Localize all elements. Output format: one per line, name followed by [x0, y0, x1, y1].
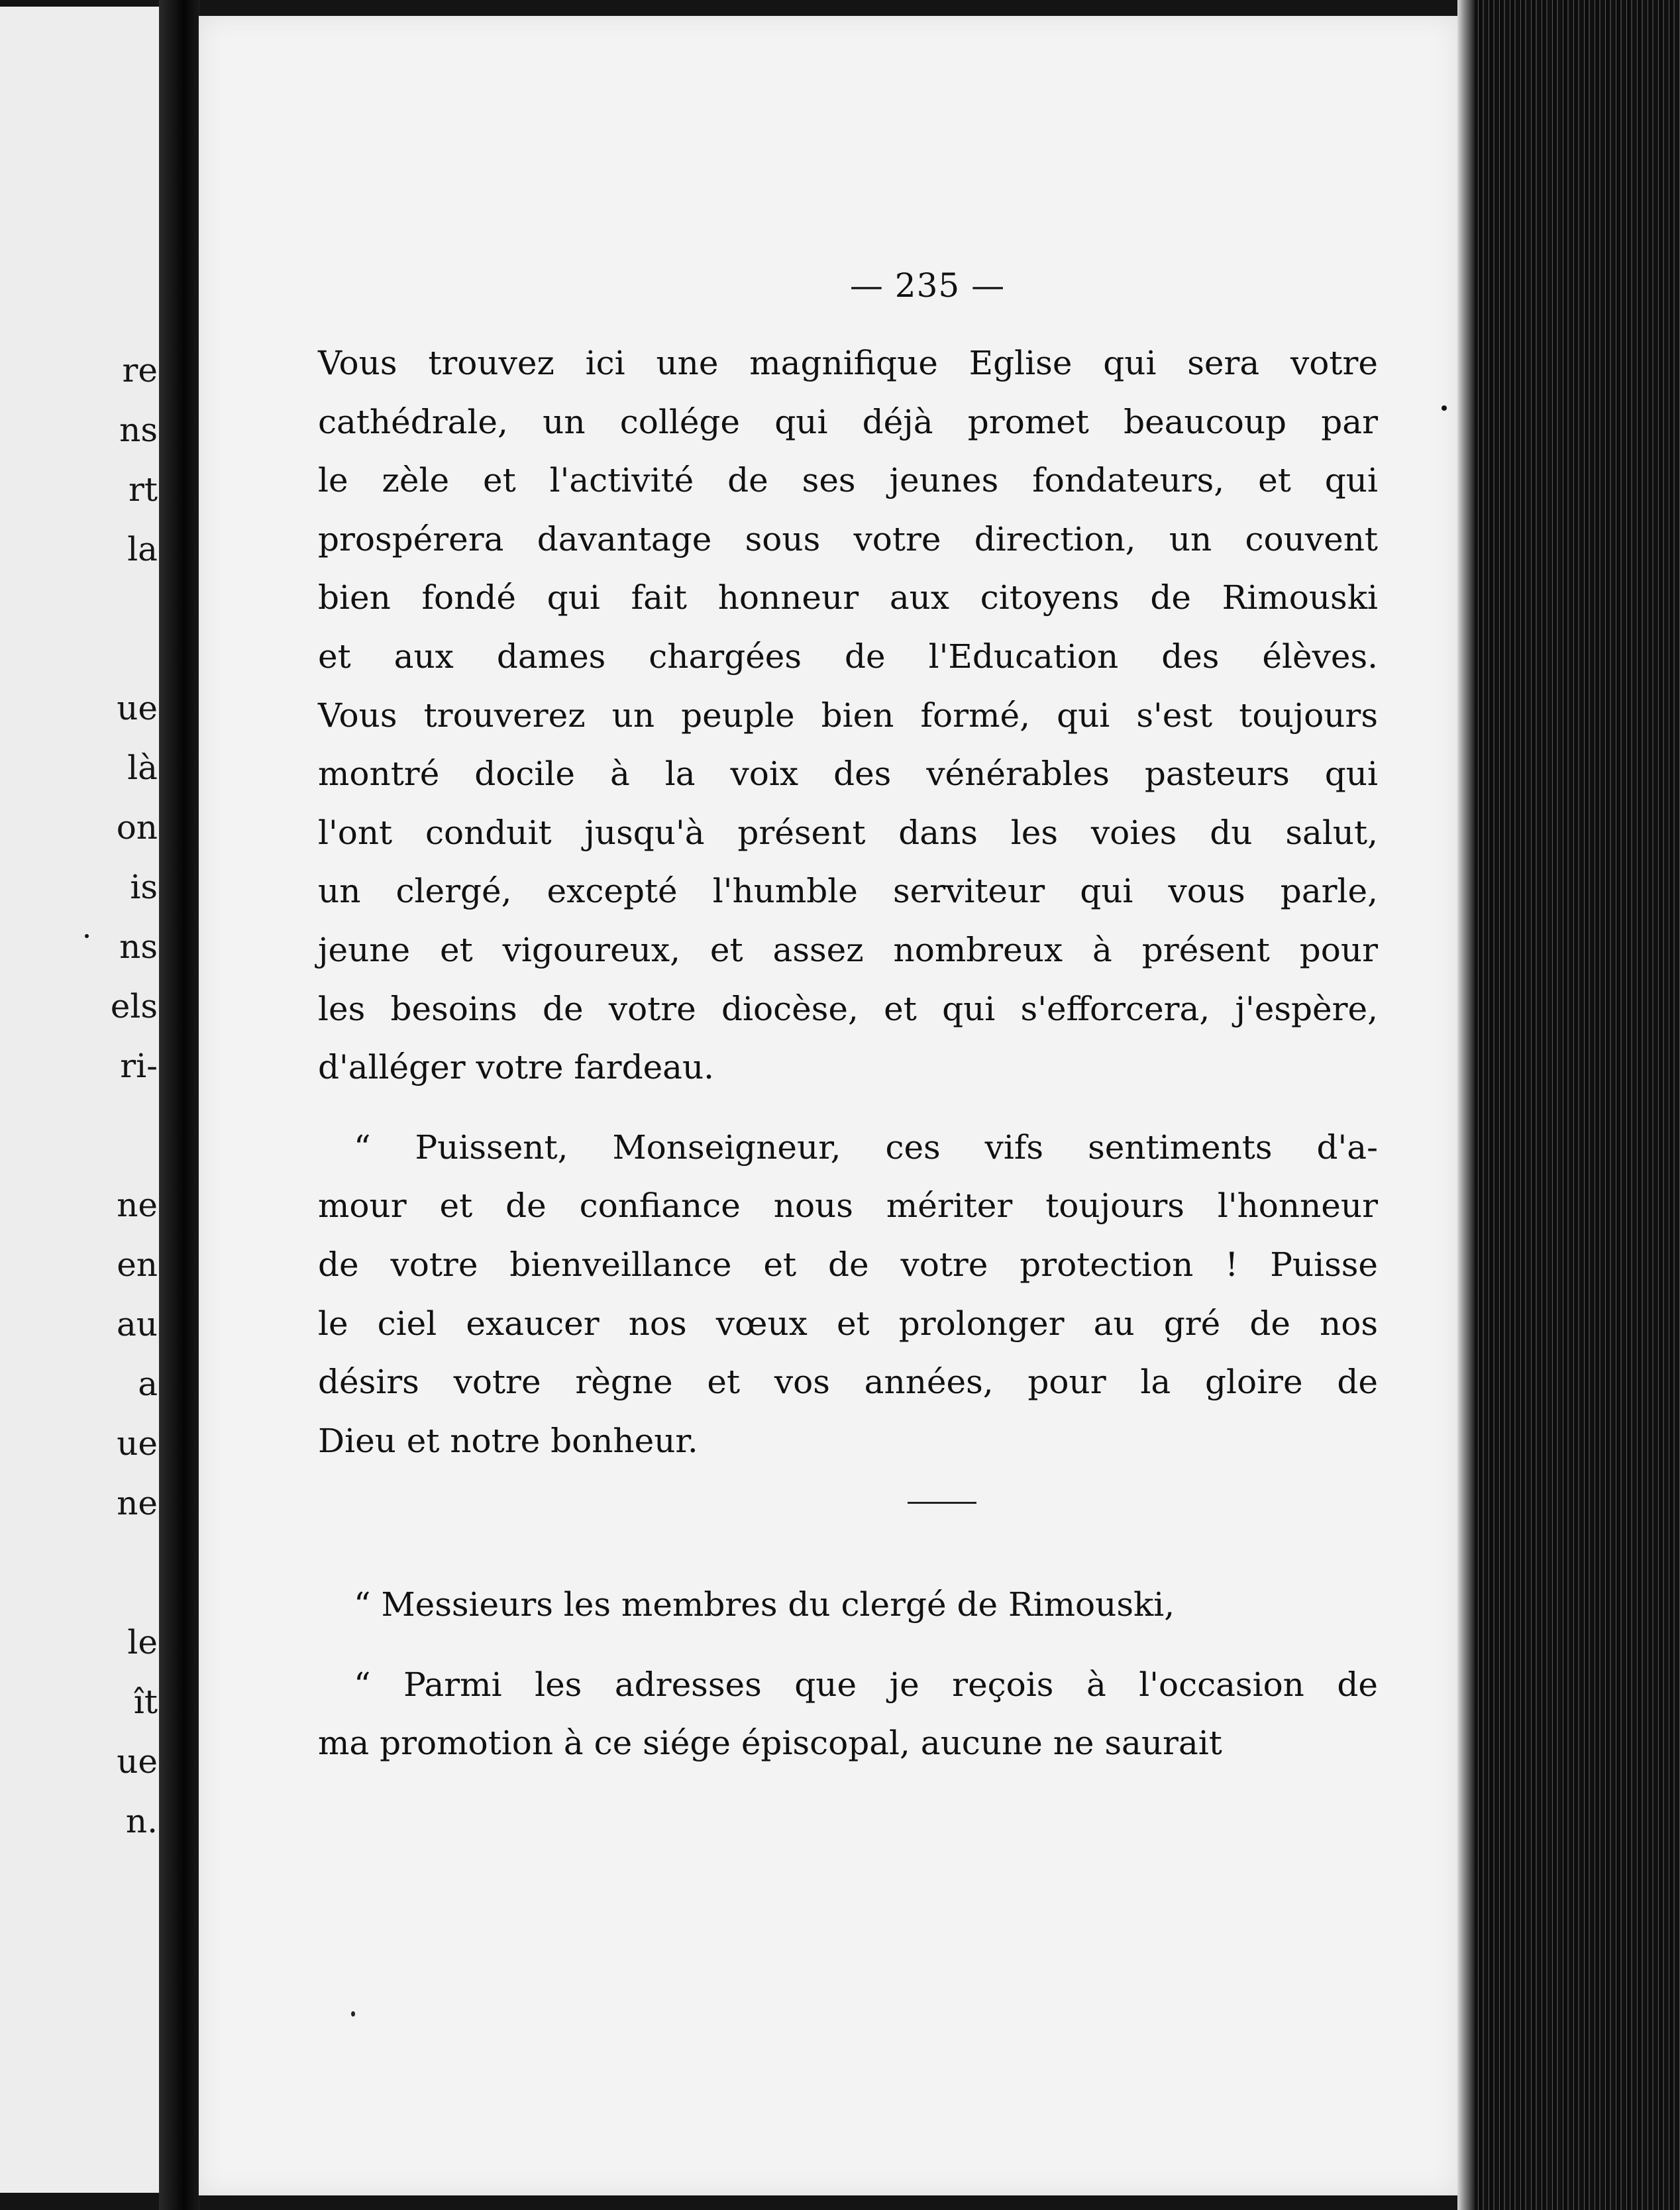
facing-page-fragment: rt [129, 470, 158, 509]
text-line: ma promotion à ce siége épiscopal, aucune ne saurait [318, 1724, 1222, 1763]
text-line: désirs votre règne et vos années, pour la gloire de [318, 1363, 1378, 1402]
ink-speck [351, 2011, 355, 2017]
text-line: jeune et vigoureux, et assez nombreux à présent pour [318, 930, 1378, 969]
facing-page-fragment: le [127, 1623, 158, 1661]
text-line: le ciel exaucer nos vœux et prolonger au gré de nos [318, 1304, 1378, 1343]
ink-speck [1442, 405, 1447, 411]
text-line: “ Puissent, Monseigneur, ces vifs sentiments d'a- [354, 1128, 1378, 1167]
facing-page-fragment: là [127, 749, 158, 787]
text-line: un clergé, excepté l'humble serviteur qui vous parle, [318, 872, 1378, 911]
facing-page-fragment: is [130, 868, 158, 906]
text-line: Dieu et notre bonheur. [318, 1421, 698, 1460]
paragraph [318, 1656, 1378, 1773]
salutation-line: “ Messieurs les membres du clergé de Rimouski, [354, 1585, 1175, 1624]
facing-page-text-fragments [0, 7, 159, 2193]
facing-page-fragment: on [116, 808, 158, 847]
facing-page-fragment: n. [125, 1802, 158, 1840]
book-page-edges [1457, 0, 1680, 2210]
text-line: montré docile à la voix des vénérables pasteurs qui [318, 755, 1378, 794]
book-page [199, 16, 1457, 2195]
page-number: — 235 — [849, 266, 1006, 305]
facing-page-fragment: ns [119, 411, 158, 449]
facing-page-fragment: els [110, 987, 158, 1026]
facing-page-fragment: ue [117, 689, 158, 727]
text-line: cathédrale, un collége qui déjà promet beaucoup par [318, 402, 1378, 441]
text-line: prospérera davantage sous votre direction, un couvent [318, 519, 1378, 558]
text-line: “ Parmi les adresses que je reçois à l'occasion de [354, 1665, 1378, 1704]
text-line: de votre bienveillance et de votre protection ! Puisse [318, 1245, 1378, 1284]
facing-page-fragment: ue [117, 1424, 158, 1463]
facing-page-fragment: la [127, 530, 158, 568]
page-body [318, 334, 1378, 1773]
paragraph [318, 1118, 1378, 1471]
text-line: bien fondé qui fait honneur aux citoyens de Rimouski [318, 578, 1378, 617]
paragraph [318, 334, 1378, 1097]
facing-page-fragment: en [117, 1245, 158, 1284]
text-line: Vous trouvez ici une magnifique Eglise qui sera votre [318, 344, 1378, 382]
text-line: mour et de confiance nous mériter toujours l'honneur [318, 1186, 1378, 1226]
facing-page [0, 7, 159, 2193]
facing-page-fragment: au [116, 1305, 158, 1343]
text-line: les besoins de votre diocèse, et qui s'efforcera, j'espère, [318, 989, 1378, 1028]
text-line: l'ont conduit jusqu'à présent dans les voies du salut, [318, 813, 1378, 852]
ink-speck [85, 934, 89, 938]
text-line: et aux dames chargées de l'Education des élèves. [318, 637, 1378, 676]
facing-page-fragment: ît [133, 1683, 158, 1721]
facing-page-fragment: a [138, 1365, 158, 1403]
facing-page-fragment: ne [117, 1186, 158, 1224]
text-line: Vous trouverez un peuple bien formé, qui s'est toujours [318, 696, 1378, 735]
text-line: le zèle et l'activité de ses jeunes fondateurs, et qui [318, 461, 1378, 500]
facing-page-fragment: ns [119, 927, 158, 966]
facing-page-fragment: ri- [120, 1047, 158, 1085]
text-line: d'alléger votre fardeau. [318, 1048, 715, 1087]
facing-page-fragment: re [122, 351, 158, 390]
book-gutter [159, 0, 200, 2210]
facing-page-fragment: ue [117, 1742, 158, 1781]
facing-page-fragment: ne [117, 1484, 158, 1522]
